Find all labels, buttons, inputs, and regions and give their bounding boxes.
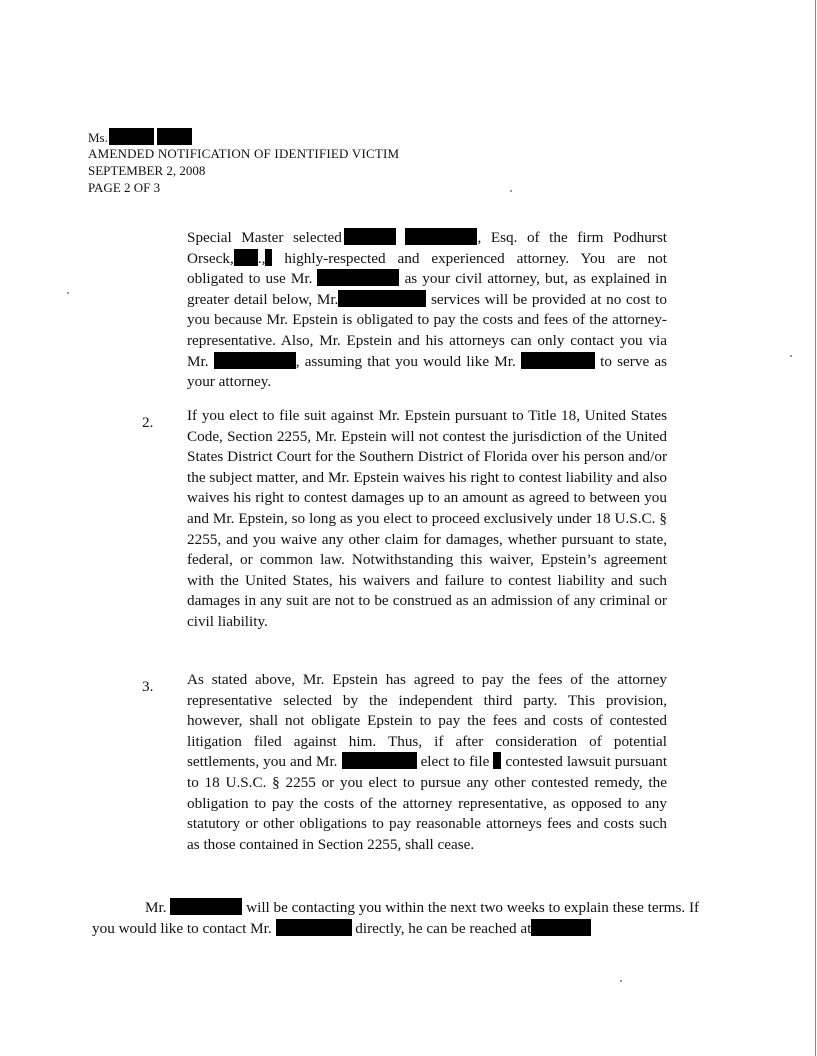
redaction-box [234,249,258,266]
redaction-box [157,128,192,145]
item-number: 2. [142,414,154,431]
redaction-box [276,919,352,936]
redaction-box [493,752,501,769]
scan-speck [790,355,792,357]
redaction-box [342,752,417,769]
closing-paragraph: Mr. will be contacting you within the next two weeks to explain these terms. If you would like to contact Mr. directly, he can be reached at . [92,899,700,937]
item-2-paragraph: If you elect to file suit against Mr. Epstein pursuant to Title 18, United States Code, Section 2255, Mr. Epstein will not contest the jurisdiction of the United States District Court for the Southern District of Florida over his person and/or the subject matter, and Mr. Epstein waives his right to contest liability and also waives his right to contest damages up to an amount as agreed to between you and Mr. Epstein, so long as you elect to proceed exclusively under 18 U.S.C. § 2255, and you waive any other claim for damages, whether pursuant to state, federal, or common law. Notwithstanding this waiver, Epstein’s agreement with the United States, his waivers and failure to contest liability and such damages in any suit are not to be construed as an admission of any criminal or civil liability. [187,407,667,630]
redaction-box [214,352,296,369]
document-date: SEPTEMBER 2, 2008 [88,163,206,178]
redaction-box [405,228,477,245]
redaction-box [338,290,426,307]
redaction-box [265,249,272,266]
redaction-box [170,898,242,915]
redaction-box [542,919,584,936]
redaction-box [521,352,595,369]
continuation-paragraph: Special Master selected , Esq. of the firm Podhurst Orseck, ., highly-respected and experienced attorney. You are not obligated to use Mr. as your civil attorney, but, as explained in greater detail below, Mr. services will be provided at no cost to you because Mr. Epstein is obligated to pay the costs and fees of the attorney-representative. Also, Mr. Epstein and his attorneys can only contact you via Mr. , assuming that you would like Mr. to serve as your attorney. [187,229,668,391]
page-number: PAGE 2 OF 3 [88,180,161,195]
scan-speck [620,980,622,982]
scan-speck [67,292,69,294]
item-number: 3. [142,678,154,695]
scan-speck [510,190,512,192]
redaction-box [317,269,399,286]
salutation-line: Ms. [88,128,192,145]
redaction-box [109,128,154,145]
item-3-paragraph: As stated above, Mr. Epstein has agreed to pay the fees of the attorney representative selected by the independent third party. This provision, however, shall not obligate Epstein to pay the fees and costs of contested litigation filed against him. Thus, if after consideration of potential settlements, you and Mr. elect to file contested lawsuit pursuant to 18 U.S.C. § 2255 or you elect to pursue any other contested remedy, the obligation to pay the costs of the attorney representative, as opposed to any statutory or other obligations to pay reasonable attorneys fees and costs such as those contained in Section 2255, shall cease. [187,671,668,853]
document-title: AMENDED NOTIFICATION OF IDENTIFIED VICTIM [88,146,400,161]
redaction-box [344,228,396,245]
page-edge-line [815,0,816,1056]
